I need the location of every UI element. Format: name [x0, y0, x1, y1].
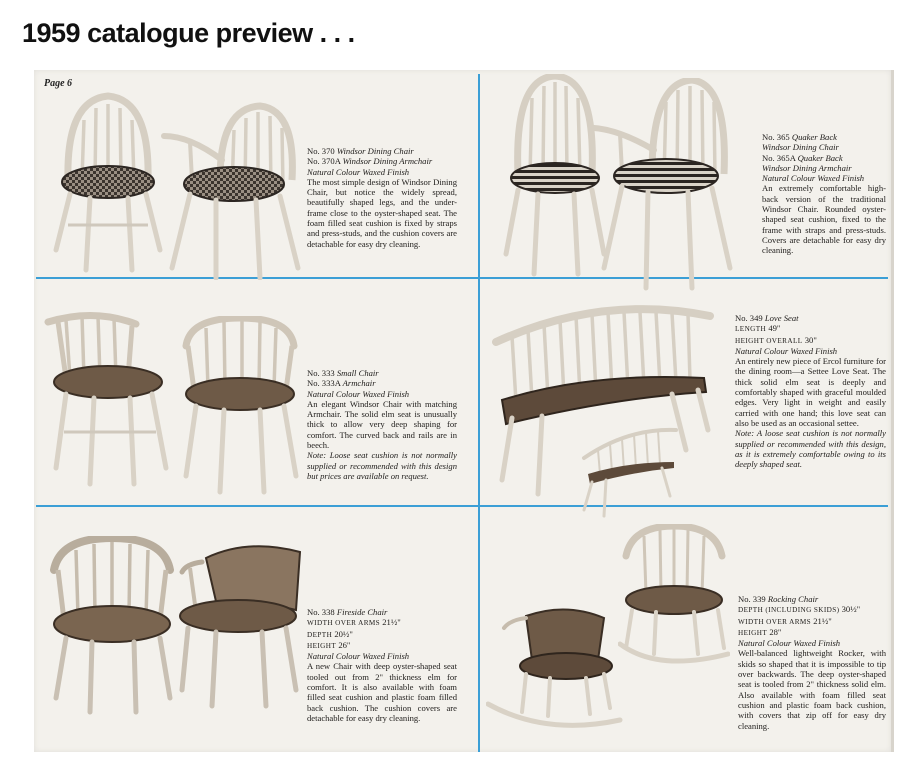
model-line: No. 365 Quaker Back: [762, 132, 837, 142]
item-description-349: [735, 313, 886, 469]
model-line: Windsor Dining Chair: [762, 142, 839, 153]
model-line: No. 365A Quaker Back: [762, 152, 843, 163]
windsor-dining-armchair-photo: [160, 100, 305, 280]
model-line: No. 370 Windsor Dining Chair: [307, 146, 414, 156]
model-line: No. 333 Small Chair: [307, 368, 379, 378]
model-line: No. 349 Love Seat: [735, 313, 799, 323]
description-text: The most simple design of Windsor Dining Chair, but notice the widely spread, beautifully shaped legs, and the under-frame close to the oyster-shaped seat. The foam filled seat cushion is fixed by straps and press-studs, and the cushion covers are detachable for easy dry cleaning.: [307, 176, 457, 249]
item-description-370: [307, 146, 457, 249]
love-seat-small-photo: [578, 422, 680, 518]
finish-line: Natural Colour Waxed Finish: [307, 388, 410, 399]
model-line: No. 338 Fireside Chair: [307, 607, 388, 617]
rocking-chair-photo-2: [618, 524, 730, 672]
model-line: No. 339 Rocking Chair: [738, 594, 819, 604]
description-text: An entirely new piece of Ercol furniture for the dining room—a Settee Love Seat. The thick solid elm seat is deeply and comfortably shaped with graceful moulded edges. Very light in weight and easily carried with one hand; this love seat can also be used as an occasional settee.: [735, 356, 886, 428]
item-description-338: [307, 607, 457, 723]
item-description-339: [738, 594, 886, 731]
dimension-line: LENGTH 49": [735, 323, 781, 334]
fireside-chair-photo-1: [48, 536, 176, 716]
finish-line: Natural Colour Waxed Finish: [307, 166, 410, 177]
page-heading: 1959 catalogue preview . . .: [22, 18, 355, 48]
description-text: Well-balanced lightweight Rocker, with skids so shaped that it is impossible to tip over backwards. The deep oyster-shaped seat is tooled from 2" thickness solid elm. Also available with foam filled seat cushion and plastic foam back cushion, with covers that zip off for easy dry cleaning.: [738, 648, 886, 731]
quaker-back-armchair-photo: [590, 78, 735, 293]
page-number: Page 6: [44, 78, 73, 89]
description-text: A new Chair with deep oyster-shaped seat tooled out from 2" thickness elm for comfort. It is also available with foam filled seat cushion and plastic foam filled back cushion. The cushion covers are detachable for easy dry cleaning.: [307, 661, 457, 723]
dimension-line: HEIGHT OVERALL 30": [735, 334, 817, 345]
small-chair-photo: [44, 308, 174, 488]
finish-line: Natural Colour Waxed Finish: [738, 638, 841, 649]
dimension-line: DEPTH 20½": [307, 628, 353, 639]
dimension-line: HEIGHT 28": [738, 626, 782, 637]
item-description-333: [307, 368, 457, 481]
windsor-dining-chair-photo: [48, 90, 168, 275]
model-line: No. 333A Armchair: [307, 378, 376, 389]
model-line: Windsor Dining Armchair: [762, 162, 852, 173]
column-divider: [478, 74, 480, 752]
finish-line: Natural Colour Waxed Finish: [307, 651, 410, 662]
item-description-365: [762, 132, 886, 256]
note-text: Note: A loose seat cushion is not normally supplied or recommended with this design, as it is extremely comfortable owing to its deeply shaped seat.: [735, 428, 886, 470]
dimension-line: HEIGHT 26": [307, 639, 351, 650]
finish-line: Natural Colour Waxed Finish: [762, 173, 865, 184]
armchair-photo: [180, 316, 300, 496]
rocking-chair-photo-1: [486, 604, 624, 740]
dimension-line: WIDTH OVER ARMS 21½": [738, 615, 832, 626]
description-text: An extremely comfortable high-back version of the traditional Windsor Chair. Rounded oyster-shaped seat cushion, fixed to the frame with straps and press-studs. Covers are detachable for easy dry cleaning.: [762, 183, 886, 256]
row-divider: [36, 505, 888, 507]
note-text: Note: Loose seat cushion is not normally supplied or recommended with this design but prices are available on request.: [307, 450, 457, 481]
finish-line: Natural Colour Waxed Finish: [735, 345, 838, 356]
model-line: No. 370A Windsor Dining Armchair: [307, 156, 433, 167]
description-text: An elegant Windsor Chair with matching Armchair. The solid elm seat is unusually thick to allow very deep shaping for comfort. The curved back and rails are in beech.: [307, 398, 457, 451]
dimension-line: WIDTH OVER ARMS 21½": [307, 617, 401, 628]
fireside-chair-photo-2: [178, 540, 304, 710]
dimension-line: DEPTH (INCLUDING SKIDS) 30½": [738, 604, 861, 615]
